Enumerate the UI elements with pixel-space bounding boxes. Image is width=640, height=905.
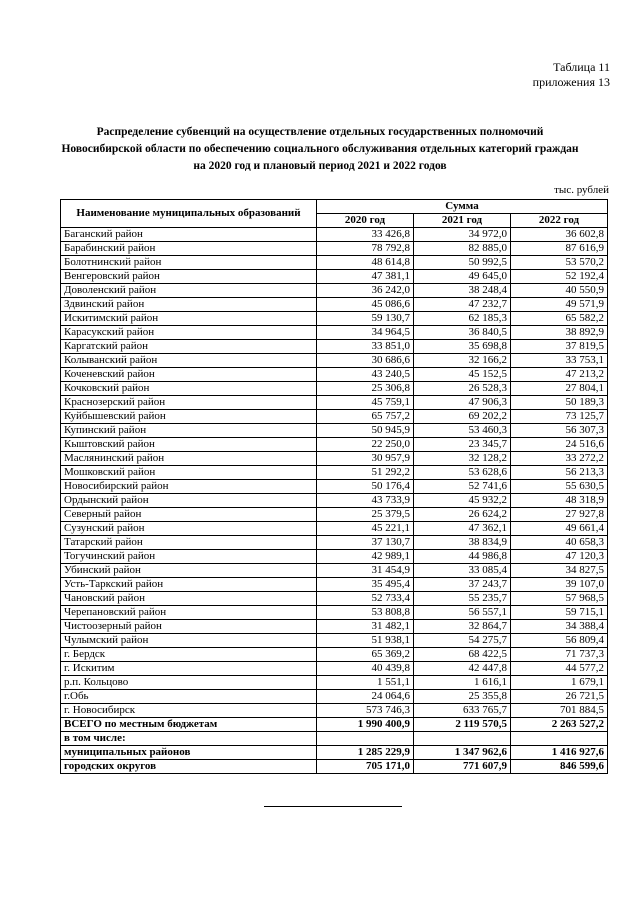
column-header-name: Наименование муниципальных образований <box>61 200 317 228</box>
amount-cell-2020: 25 379,5 <box>317 508 414 522</box>
amount-cell-2021: 32 864,7 <box>414 620 511 634</box>
municipality-name: Коченевский район <box>61 368 317 382</box>
amount-cell-2021: 37 243,7 <box>414 578 511 592</box>
amount-cell-2021: 50 992,5 <box>414 256 511 270</box>
amount-cell-2020: 35 495,4 <box>317 578 414 592</box>
amount-cell-2020: 33 851,0 <box>317 340 414 354</box>
table-row <box>61 676 608 690</box>
municipality-name: Колыванский район <box>61 354 317 368</box>
amount-cell-2022: 39 107,0 <box>511 578 608 592</box>
amount-cell-2020: 43 240,5 <box>317 368 414 382</box>
table-row <box>61 284 608 298</box>
amount-cell-2022: 47 120,3 <box>511 550 608 564</box>
table-row <box>61 606 608 620</box>
table-row <box>61 592 608 606</box>
municipality-name: Тогучинский район <box>61 550 317 564</box>
amount-cell-2022: 56 213,3 <box>511 466 608 480</box>
municipality-name: Кочковский район <box>61 382 317 396</box>
table-row <box>61 368 608 382</box>
amount-cell-2022: 34 827,5 <box>511 564 608 578</box>
amount-cell-2020: 40 439,8 <box>317 662 414 676</box>
municipality-name: Куйбышевский район <box>61 410 317 424</box>
amount-cell-2022: 87 616,9 <box>511 242 608 256</box>
table-row <box>61 550 608 564</box>
column-header-sum: Сумма <box>317 200 608 214</box>
amount-cell-2020: 45 221,1 <box>317 522 414 536</box>
municipality-name: Болотнинский район <box>61 256 317 270</box>
amount-cell-2020: 1 990 400,9 <box>317 718 414 732</box>
table-row <box>61 354 608 368</box>
table-row <box>61 410 608 424</box>
table-row <box>61 438 608 452</box>
amount-cell-2022: 40 550,9 <box>511 284 608 298</box>
municipality-name: Чулымский район <box>61 634 317 648</box>
amount-cell-2020: 65 757,2 <box>317 410 414 424</box>
amount-cell-2022: 49 571,9 <box>511 298 608 312</box>
subvention-table <box>60 199 608 774</box>
amount-cell-2022: 73 125,7 <box>511 410 608 424</box>
amount-cell-2020: 65 369,2 <box>317 648 414 662</box>
table-row <box>61 298 608 312</box>
municipality-name: Искитимский район <box>61 312 317 326</box>
municipality-name: Купинский район <box>61 424 317 438</box>
municipality-name: ВСЕГО по местным бюджетам <box>61 718 317 732</box>
table-row <box>61 508 608 522</box>
amount-cell-2020: 42 989,1 <box>317 550 414 564</box>
amount-cell-2020: 59 130,7 <box>317 312 414 326</box>
amount-cell-2021: 633 765,7 <box>414 704 511 718</box>
amount-cell-2022: 846 599,6 <box>511 760 608 774</box>
municipality-name: Сузунский район <box>61 522 317 536</box>
amount-cell-2022: 701 884,5 <box>511 704 608 718</box>
amount-cell-2022: 34 388,4 <box>511 620 608 634</box>
amount-cell-2020: 33 426,8 <box>317 228 414 242</box>
municipality-name: Чановский район <box>61 592 317 606</box>
amount-cell-2021: 25 355,8 <box>414 690 511 704</box>
amount-cell-2022: 50 189,3 <box>511 396 608 410</box>
title-line-3: на 2020 год и плановый период 2021 и 2022 годов <box>193 160 447 172</box>
municipality-name: муниципальных районов <box>61 746 317 760</box>
amount-cell-2021: 54 275,7 <box>414 634 511 648</box>
amount-cell-2021: 82 885,0 <box>414 242 511 256</box>
amount-cell-2021: 69 202,2 <box>414 410 511 424</box>
table-row <box>61 466 608 480</box>
amount-cell-2021: 36 840,5 <box>414 326 511 340</box>
amount-cell-2022: 38 892,9 <box>511 326 608 340</box>
municipality-name: г. Бердск <box>61 648 317 662</box>
amount-cell-2021: 55 235,7 <box>414 592 511 606</box>
document-reference <box>533 60 610 90</box>
table-row <box>61 564 608 578</box>
amount-cell-2022: 36 602,8 <box>511 228 608 242</box>
title-line-2: Новосибирской области по обеспечению социального обслуживания отдельных категорий граждан <box>61 143 579 155</box>
municipality-name: Мошковский район <box>61 466 317 480</box>
amount-cell-2020 <box>317 732 414 746</box>
table-number: Таблица 11 <box>553 60 610 74</box>
municipality-name: Чистоозерный район <box>61 620 317 634</box>
amount-cell-2021: 32 166,2 <box>414 354 511 368</box>
amount-cell-2021: 52 741,6 <box>414 480 511 494</box>
amount-cell-2021: 62 185,3 <box>414 312 511 326</box>
amount-cell-2022: 55 630,5 <box>511 480 608 494</box>
amount-cell-2022: 53 570,2 <box>511 256 608 270</box>
amount-cell-2022: 47 213,2 <box>511 368 608 382</box>
table-row <box>61 228 608 242</box>
amount-cell-2020: 51 292,2 <box>317 466 414 480</box>
footer-divider <box>264 806 402 807</box>
amount-cell-2021: 32 128,2 <box>414 452 511 466</box>
table-row <box>61 424 608 438</box>
amount-cell-2022: 44 577,2 <box>511 662 608 676</box>
amount-cell-2020: 37 130,7 <box>317 536 414 550</box>
amount-cell-2020: 43 733,9 <box>317 494 414 508</box>
amount-cell-2022: 37 819,5 <box>511 340 608 354</box>
municipality-name: Усть-Таркский район <box>61 578 317 592</box>
amount-cell-2021: 26 528,3 <box>414 382 511 396</box>
municipality-name: Черепановский район <box>61 606 317 620</box>
municipality-name: Доволенский район <box>61 284 317 298</box>
amount-cell-2021: 47 906,3 <box>414 396 511 410</box>
amount-cell-2022: 57 968,5 <box>511 592 608 606</box>
table-row <box>61 340 608 354</box>
column-header-2021: 2021 год <box>414 214 511 228</box>
table-row <box>61 256 608 270</box>
units-label: тыс. рублей <box>554 184 609 196</box>
amount-cell-2022: 48 318,9 <box>511 494 608 508</box>
amount-cell-2021: 53 460,3 <box>414 424 511 438</box>
amount-cell-2020: 30 686,6 <box>317 354 414 368</box>
amount-cell-2022: 56 809,4 <box>511 634 608 648</box>
amount-cell-2020: 22 250,0 <box>317 438 414 452</box>
table-body <box>61 228 608 774</box>
municipality-name: Каргатский район <box>61 340 317 354</box>
table-row <box>61 578 608 592</box>
table-row <box>61 620 608 634</box>
amount-cell-2022: 71 737,3 <box>511 648 608 662</box>
amount-cell-2020: 78 792,8 <box>317 242 414 256</box>
amount-cell-2021: 68 422,5 <box>414 648 511 662</box>
amount-cell-2020: 52 733,4 <box>317 592 414 606</box>
amount-cell-2020: 573 746,3 <box>317 704 414 718</box>
municipality-name: Венгеровский район <box>61 270 317 284</box>
table-header-row <box>61 200 608 214</box>
amount-cell-2022: 27 927,8 <box>511 508 608 522</box>
table-row <box>61 326 608 340</box>
municipality-name: Татарский район <box>61 536 317 550</box>
amount-cell-2021: 53 628,6 <box>414 466 511 480</box>
column-header-2020: 2020 год <box>317 214 414 228</box>
amount-cell-2021: 34 972,0 <box>414 228 511 242</box>
amount-cell-2020: 36 242,0 <box>317 284 414 298</box>
municipality-name: Маслянинский район <box>61 452 317 466</box>
amount-cell-2021: 49 645,0 <box>414 270 511 284</box>
amount-cell-2020: 1 551,1 <box>317 676 414 690</box>
municipality-name: в том числе: <box>61 732 317 746</box>
table-row <box>61 760 608 774</box>
table-row <box>61 648 608 662</box>
amount-cell-2021: 771 607,9 <box>414 760 511 774</box>
municipality-name: Северный район <box>61 508 317 522</box>
amount-cell-2020: 50 176,4 <box>317 480 414 494</box>
amount-cell-2021: 26 624,2 <box>414 508 511 522</box>
table-row <box>61 382 608 396</box>
amount-cell-2021: 56 557,1 <box>414 606 511 620</box>
amount-cell-2021: 38 248,4 <box>414 284 511 298</box>
table-row <box>61 746 608 760</box>
amount-cell-2022: 27 804,1 <box>511 382 608 396</box>
title-line-1: Распределение субвенций на осуществление отдельных государственных полномочий <box>96 126 544 138</box>
municipality-name: Убинский район <box>61 564 317 578</box>
amount-cell-2020: 705 171,0 <box>317 760 414 774</box>
amount-cell-2021: 33 085,4 <box>414 564 511 578</box>
appendix-label: приложения 13 <box>532 75 610 89</box>
amount-cell-2020: 45 086,6 <box>317 298 414 312</box>
table-row <box>61 536 608 550</box>
municipality-name: Кыштовский район <box>61 438 317 452</box>
amount-cell-2020: 47 381,1 <box>317 270 414 284</box>
amount-cell-2021 <box>414 732 511 746</box>
municipality-name: Барабинский район <box>61 242 317 256</box>
municipality-name: Баганский район <box>61 228 317 242</box>
amount-cell-2022: 2 263 527,2 <box>511 718 608 732</box>
amount-cell-2020: 50 945,9 <box>317 424 414 438</box>
amount-cell-2022: 56 307,3 <box>511 424 608 438</box>
amount-cell-2022: 33 753,1 <box>511 354 608 368</box>
amount-cell-2022: 52 192,4 <box>511 270 608 284</box>
amount-cell-2020: 48 614,8 <box>317 256 414 270</box>
amount-cell-2021: 38 834,9 <box>414 536 511 550</box>
table-row <box>61 270 608 284</box>
amount-cell-2022: 59 715,1 <box>511 606 608 620</box>
municipality-name: р.п. Кольцово <box>61 676 317 690</box>
amount-cell-2020: 1 285 229,9 <box>317 746 414 760</box>
amount-cell-2020: 31 482,1 <box>317 620 414 634</box>
municipality-name: Ордынский район <box>61 494 317 508</box>
column-header-2022: 2022 год <box>511 214 608 228</box>
amount-cell-2021: 45 932,2 <box>414 494 511 508</box>
table-row <box>61 522 608 536</box>
amount-cell-2022: 1 416 927,6 <box>511 746 608 760</box>
amount-cell-2022: 65 582,2 <box>511 312 608 326</box>
table-row <box>61 312 608 326</box>
municipality-name: г. Новосибирск <box>61 704 317 718</box>
amount-cell-2020: 53 808,8 <box>317 606 414 620</box>
amount-cell-2022: 49 661,4 <box>511 522 608 536</box>
municipality-name: Новосибирский район <box>61 480 317 494</box>
municipality-name: г.Обь <box>61 690 317 704</box>
amount-cell-2022: 33 272,2 <box>511 452 608 466</box>
table-row <box>61 718 608 732</box>
municipality-name: городских округов <box>61 760 317 774</box>
table-row <box>61 732 608 746</box>
amount-cell-2022: 24 516,6 <box>511 438 608 452</box>
amount-cell-2022: 1 679,1 <box>511 676 608 690</box>
amount-cell-2021: 45 152,5 <box>414 368 511 382</box>
amount-cell-2021: 42 447,8 <box>414 662 511 676</box>
amount-cell-2021: 23 345,7 <box>414 438 511 452</box>
amount-cell-2020: 30 957,9 <box>317 452 414 466</box>
table-row <box>61 480 608 494</box>
municipality-name: г. Искитим <box>61 662 317 676</box>
amount-cell-2021: 2 119 570,5 <box>414 718 511 732</box>
amount-cell-2020: 24 064,6 <box>317 690 414 704</box>
table-row <box>61 662 608 676</box>
table-row <box>61 704 608 718</box>
municipality-name: Краснозерский район <box>61 396 317 410</box>
table-row <box>61 396 608 410</box>
table-row <box>61 452 608 466</box>
amount-cell-2021: 47 232,7 <box>414 298 511 312</box>
amount-cell-2022: 26 721,5 <box>511 690 608 704</box>
municipality-name: Здвинский район <box>61 298 317 312</box>
municipality-name: Карасукский район <box>61 326 317 340</box>
table-row <box>61 634 608 648</box>
table-row <box>61 242 608 256</box>
amount-cell-2021: 47 362,1 <box>414 522 511 536</box>
amount-cell-2021: 35 698,8 <box>414 340 511 354</box>
amount-cell-2022 <box>511 732 608 746</box>
document-title <box>52 124 588 175</box>
amount-cell-2020: 51 938,1 <box>317 634 414 648</box>
table-row <box>61 494 608 508</box>
amount-cell-2020: 45 759,1 <box>317 396 414 410</box>
amount-cell-2020: 31 454,9 <box>317 564 414 578</box>
amount-cell-2021: 1 347 962,6 <box>414 746 511 760</box>
amount-cell-2020: 25 306,8 <box>317 382 414 396</box>
amount-cell-2021: 44 986,8 <box>414 550 511 564</box>
amount-cell-2022: 40 658,3 <box>511 536 608 550</box>
amount-cell-2021: 1 616,1 <box>414 676 511 690</box>
table-row <box>61 690 608 704</box>
amount-cell-2020: 34 964,5 <box>317 326 414 340</box>
